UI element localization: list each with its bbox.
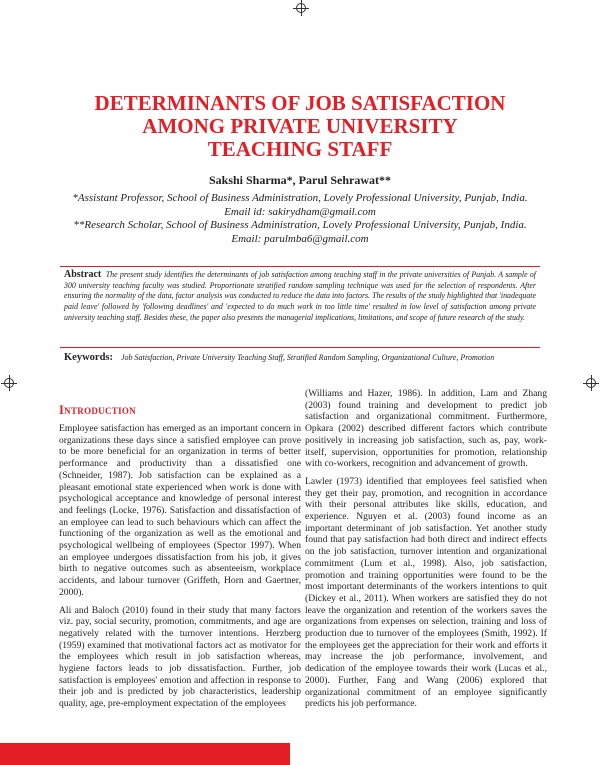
abstract	[64, 270, 536, 324]
authors: Sakshi Sharma*, Parul Sehrawat**	[208, 173, 392, 187]
keywords-label: Keywords:	[64, 352, 113, 363]
registration-mark-right	[586, 378, 596, 388]
affiliation-line: **Research Scholar, School of Business Administration, Lovely Professional University, Punjab, India.	[73, 219, 527, 231]
title-line: AMONG PRIVATE UNIVERSITY	[142, 114, 458, 138]
title-line: TEACHING STAFF	[207, 137, 393, 161]
paragraph: (Williams and Hazer, 1986). In addition, Lam and Zhang (2003) found training and development to predict job satisfaction and organizational commitment. Furthermore, Opkara (2002) described different factors which contribute positively in increasing job satisfaction, such as, pay, work-itself, supervision, opportunities for promotion, relationship with co-workers, recognition and advancement of growth.	[305, 388, 547, 470]
paragraph: Lawler (1973) identified that employees feel satisfied when they get their pay, promotion, and recognition in accordance with their personal attributes like skills, education, and experience. Nguyen et al. (2003) found income as an important determinant of job satisfaction. Yet another study found that pay satisfaction had both direct and indirect effects on the job satisfaction, turnover intention and organizational commitment (Lum et al., 1998). Also, job satisfaction, promotion and training opportunities were found to be the most important determinants of the workers intentions to quit (Dickey et al., 2011). When workers are satisfied they do not leave the organization and retention of the workers saves the organizations from expenses on selection, training and loss of production due to turnover of the employees (Smith, 1992). If the employees get the appreciation for their work and efforts it may increase the job performance, involvement, and dedication of the employee towards their work (Lucas et al., 2000). Further, Fang and Wang (2006) explored that organizational commitment of an employee significantly predicts his job performance.	[305, 475, 547, 710]
footer-color-bar	[0, 743, 290, 765]
right-column	[305, 388, 547, 716]
paragraph: Employee satisfaction has emerged as an important concern in organizations these days since a satisfied employee can prove to be more beneficial for an organization in terms of better performance and productivity than a dissatisfied one (Schneider, 1987). Job satisfaction can be explained as a pleasant emotional state experienced when work is done with psychological acceptance and knowledge of personal interest and feelings (Locke, 1976). Satisfaction and dissatisfaction of an employee can lead to such behaviours which can affect the functioning of the organization as well as the emotional and psychological wellbeing of employees (Spector 1997). When an employee undergoes dissatisfaction from his job, it gives birth to negative outcomes such as absenteeism, workplace accidents, and labour turnover (Griffeth, Horn and Gaertner, 2000).	[59, 423, 301, 598]
abstract-label: Abstract	[64, 269, 102, 280]
affiliation-email: Email id: sakirydham@gmail.com	[224, 205, 376, 218]
registration-mark-left	[4, 378, 14, 388]
keywords-text: Job Satisfaction, Private University Teaching Staff, Stratified Random Sampling, Organizational Culture, Promotion	[121, 353, 495, 362]
abstract-text: The present study identifies the determinants of job satisfaction among teaching staff in the private universities of Punjab. A sample of 300 university teaching faculty was studied. Proportionate stratified random sampling technique was used for the selection of respondents. After ensuring the normality of the data, factor analysis was conducted to reduce the data into factors. The results of the study highlighted that 'inadequate paid leave' followed by 'following deadlines' and 'expected to do much work in too little time' resulted in low level of satisfaction among private university teaching staff. Besides these, the paper also presents the managerial implications, limitations, and scope of future research of the study.	[64, 270, 536, 322]
paragraph: Ali and Baloch (2010) found in their study that many factors viz. pay, social security, promotion, commitments, and age are negatively related with the turnover intentions. Herzberg (1959) examined that motivational factors act as motivator for the employees which result in job satisfaction whereas, hygiene factors leads to job dissatisfaction. Further, job satisfaction is employees' emotion and affection in response to their job and is predicted by job characteristics, leadership quality, age, pre-employment expectation of the employees	[59, 604, 301, 710]
title-line: DETERMINANTS OF JOB SATISFACTION	[94, 91, 506, 115]
affiliations	[60, 192, 540, 246]
paper-title	[40, 92, 560, 161]
affiliation-email: Email: parulmba6@gmail.com	[231, 232, 369, 245]
affiliation-line: *Assistant Professor, School of Business Administration, Lovely Professional University, Punjab, India.	[72, 192, 528, 204]
section-heading-introduction: Introduction	[59, 403, 136, 417]
registration-mark-top	[296, 3, 306, 13]
left-column	[59, 423, 301, 716]
keywords	[64, 352, 536, 363]
